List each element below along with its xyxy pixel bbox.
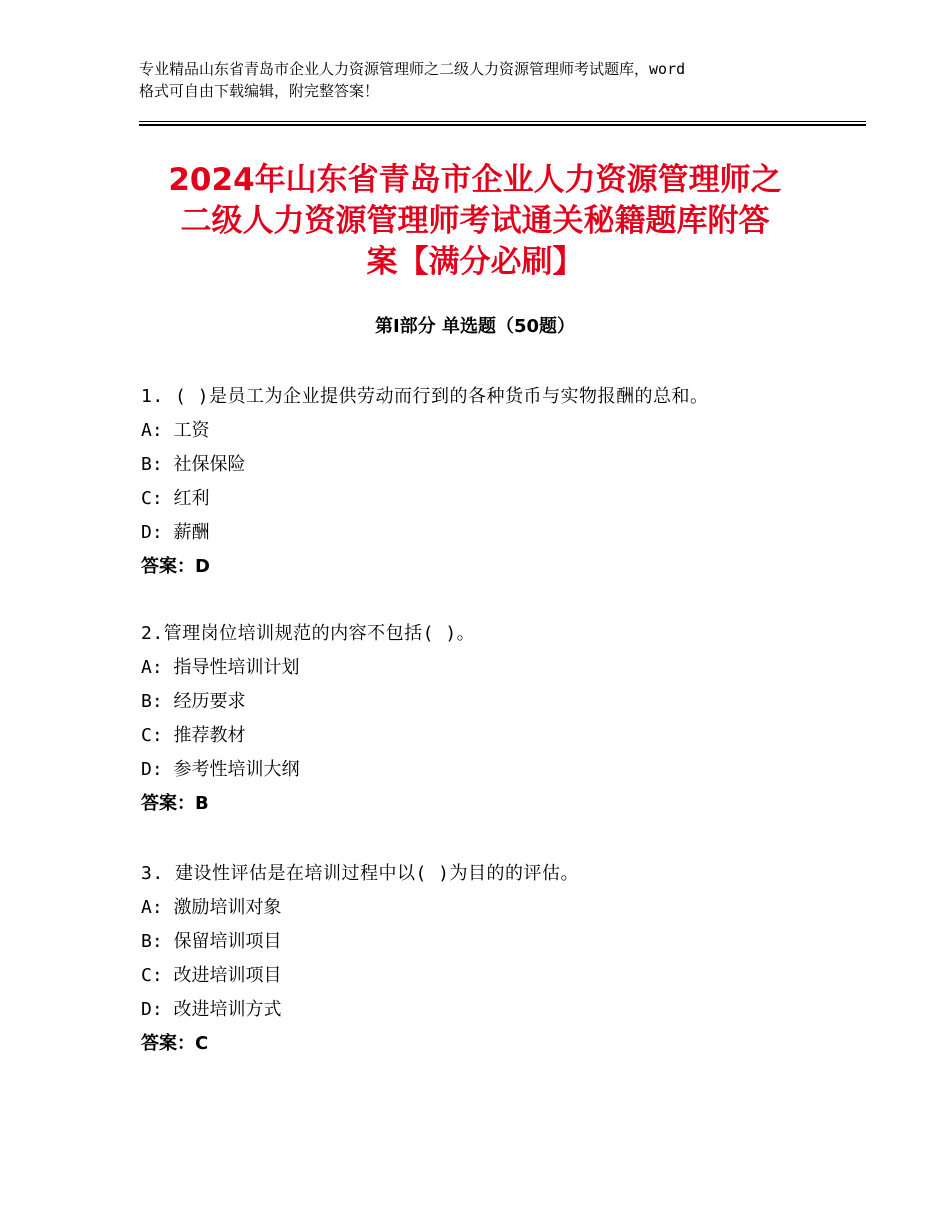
header-note-line-2: 格式可自由下载编辑，附完整答案！ bbox=[139, 82, 380, 100]
header-note bbox=[139, 58, 829, 102]
option-d: D: 参考性培训大纲 bbox=[141, 759, 300, 780]
section-heading: 第Ⅰ部分 单选题（50题） bbox=[374, 316, 575, 337]
question-stem: 1. ( )是员工为企业提供劳动而行到的各种货币与实物报酬的总和。 bbox=[141, 386, 709, 407]
option-b: B: 保留培训项目 bbox=[141, 931, 282, 952]
option-b: B: 经历要求 bbox=[141, 691, 246, 712]
question-1 bbox=[141, 380, 841, 584]
option-c: C: 改进培训项目 bbox=[141, 965, 282, 986]
header-divider bbox=[139, 121, 866, 126]
title-line-3: 案【满分必刷】 bbox=[366, 244, 584, 280]
option-a: A: 工资 bbox=[141, 420, 210, 441]
answer: 答案：C bbox=[141, 1033, 209, 1054]
title-line-2: 二级人力资源管理师考试通关秘籍题库附答 bbox=[180, 203, 770, 239]
option-d: D: 改进培训方式 bbox=[141, 999, 282, 1020]
question-stem: 2.管理岗位培训规范的内容不包括( )。 bbox=[141, 623, 476, 644]
answer: 答案：D bbox=[141, 556, 210, 577]
question-3 bbox=[141, 857, 841, 1061]
option-d: D: 薪酬 bbox=[141, 522, 210, 543]
option-b: B: 社保保险 bbox=[141, 454, 246, 475]
question-2 bbox=[141, 617, 841, 821]
option-c: C: 推荐教材 bbox=[141, 725, 246, 746]
header-note-line-1: 专业精品山东省青岛市企业人力资源管理师之二级人力资源管理师考试题库，word bbox=[139, 60, 686, 78]
title-line-1: 2024年山东省青岛市企业人力资源管理师之 bbox=[168, 162, 782, 198]
question-stem: 3. 建设性评估是在培训过程中以( )为目的的评估。 bbox=[141, 863, 580, 884]
document-title bbox=[120, 160, 830, 283]
answer: 答案：B bbox=[141, 793, 209, 814]
option-c: C: 红利 bbox=[141, 488, 210, 509]
option-a: A: 指导性培训计划 bbox=[141, 657, 300, 678]
option-a: A: 激励培训对象 bbox=[141, 897, 282, 918]
